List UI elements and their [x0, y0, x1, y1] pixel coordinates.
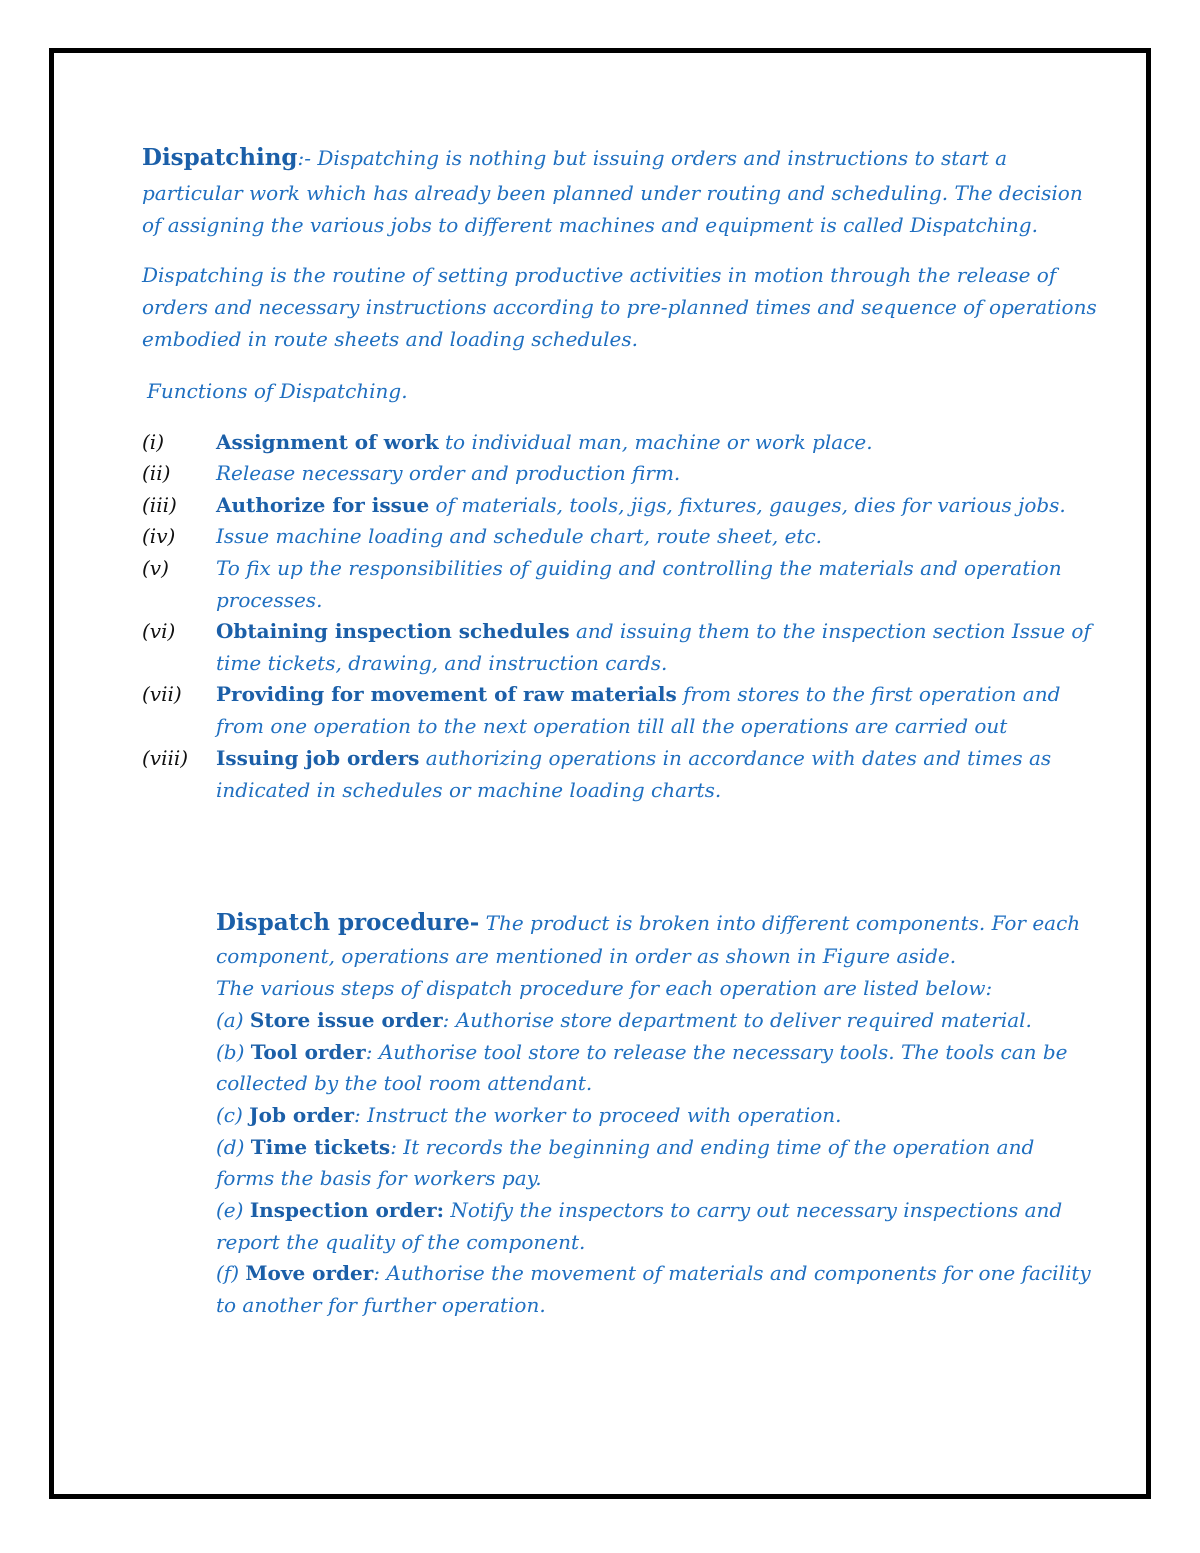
step-f	[216, 1257, 1091, 1289]
step-prefix: (e)	[216, 1198, 250, 1222]
item-rest: Issue machine loading and schedule chart, route sheet, etc.	[216, 524, 822, 548]
step-text: : Authorise store department to deliver required material.	[442, 1008, 1032, 1032]
procedure-text-1: The product is broken into different components. For each	[479, 911, 1081, 935]
dispatching-text-1: Dispatching is nothing but issuing orders and instructions to start a	[317, 146, 1008, 170]
item-text	[216, 742, 1051, 774]
step-text: : Instruct the worker to proceed with operation.	[354, 1103, 842, 1127]
step-a	[216, 1004, 1032, 1036]
item-number: (viii)	[142, 746, 189, 770]
step-bold: Move order	[245, 1261, 374, 1285]
dispatching-line-3: of assigning the various jobs to different machines and equipment is called Dispatching.	[142, 213, 1038, 237]
item-rest: and issuing them to the inspection section Issue of	[569, 619, 1091, 643]
item-rest: from stores to the first operation and	[676, 682, 1061, 706]
item-number: (i)	[142, 430, 165, 454]
step-bold: Store issue order	[249, 1008, 443, 1032]
step-prefix: (c)	[216, 1103, 250, 1127]
step-c	[216, 1099, 842, 1131]
step-text: Notify the inspectors to carry out necessary inspections and	[444, 1198, 1063, 1222]
routine-line-1: Dispatching is the routine of setting productive activities in motion through the release of	[142, 263, 1057, 287]
item-text	[216, 678, 1060, 710]
item-number: (vi)	[142, 619, 176, 643]
step-bold: Inspection order:	[249, 1198, 445, 1222]
step-bold: Job order	[249, 1103, 355, 1127]
step-text: : It records the beginning and ending time of the operation and	[390, 1135, 1035, 1159]
item-bold: Obtaining inspection schedules	[216, 619, 570, 643]
item-text	[216, 457, 680, 489]
item-rest: authorizing operations in accordance with dates and times as	[419, 746, 1052, 770]
item-continuation: from one operation to the next operation till all the operations are carried out	[216, 714, 1008, 738]
procedure-heading: Dispatch procedure-	[216, 909, 480, 936]
item-number: (vii)	[142, 682, 182, 706]
step-bold: Time tickets	[250, 1135, 391, 1159]
item-number: (iii)	[142, 493, 177, 517]
item-text	[216, 520, 822, 552]
step-d-continuation: forms the basis for workers pay.	[216, 1166, 542, 1190]
item-bold: Issuing job orders	[216, 746, 420, 770]
item-number: (ii)	[142, 461, 171, 485]
item-text	[216, 426, 873, 458]
item-continuation: time tickets, drawing, and instruction cards.	[216, 651, 668, 675]
step-e-continuation: report the quality of the component.	[216, 1230, 586, 1254]
dispatching-heading-suffix: :-	[297, 146, 318, 170]
step-f-continuation: to another for further operation.	[216, 1293, 546, 1317]
item-text	[216, 615, 1091, 647]
step-d	[216, 1131, 1034, 1163]
step-text: : Authorise the movement of materials and components for one facility	[373, 1261, 1091, 1285]
item-rest: To fix up the responsibilities of guiding and controlling the materials and operation	[216, 556, 1062, 580]
step-text: : Authorise tool store to release the necessary tools. The tools can be	[365, 1040, 1068, 1064]
step-prefix: (b)	[216, 1040, 251, 1064]
item-text	[216, 552, 1062, 584]
item-rest: Release necessary order and production firm.	[216, 461, 681, 485]
functions-title: Functions of Dispatching.	[147, 379, 408, 403]
item-number: (v)	[142, 556, 169, 580]
item-rest: to individual man, machine or work place.	[438, 430, 873, 454]
step-prefix: (a)	[216, 1008, 250, 1032]
dispatching-heading: Dispatching	[142, 144, 298, 171]
item-number: (iv)	[142, 524, 176, 548]
item-continuation: processes.	[216, 588, 323, 612]
item-bold: Providing for movement of raw materials	[216, 682, 677, 706]
item-rest: of materials, tools, jigs, fixtures, gauges, dies for various jobs.	[429, 493, 1066, 517]
dispatching-line-1	[142, 142, 1007, 174]
step-e	[216, 1194, 1062, 1226]
procedure-line-1	[216, 907, 1080, 939]
item-bold: Authorize for issue	[216, 493, 430, 517]
procedure-line-2: component, operations are mentioned in order as shown in Figure aside.	[216, 944, 957, 968]
dispatching-line-2: particular work which has already been planned under routing and scheduling. The decision	[142, 181, 1083, 205]
routine-line-3: embodied in route sheets and loading schedules.	[142, 327, 638, 351]
item-continuation: indicated in schedules or machine loading charts.	[216, 778, 722, 802]
procedure-line-3: The various steps of dispatch procedure for each operation are listed below:	[216, 976, 993, 1000]
step-b-continuation: collected by the tool room attendant.	[216, 1071, 593, 1095]
step-prefix: (d)	[216, 1135, 251, 1159]
item-bold: Assignment of work	[216, 430, 439, 454]
routine-line-2: orders and necessary instructions according to pre-planned times and sequence of operations	[142, 295, 1097, 319]
item-text	[216, 489, 1066, 521]
step-bold: Tool order	[250, 1040, 366, 1064]
step-prefix: (f)	[216, 1261, 246, 1285]
step-b	[216, 1036, 1068, 1068]
